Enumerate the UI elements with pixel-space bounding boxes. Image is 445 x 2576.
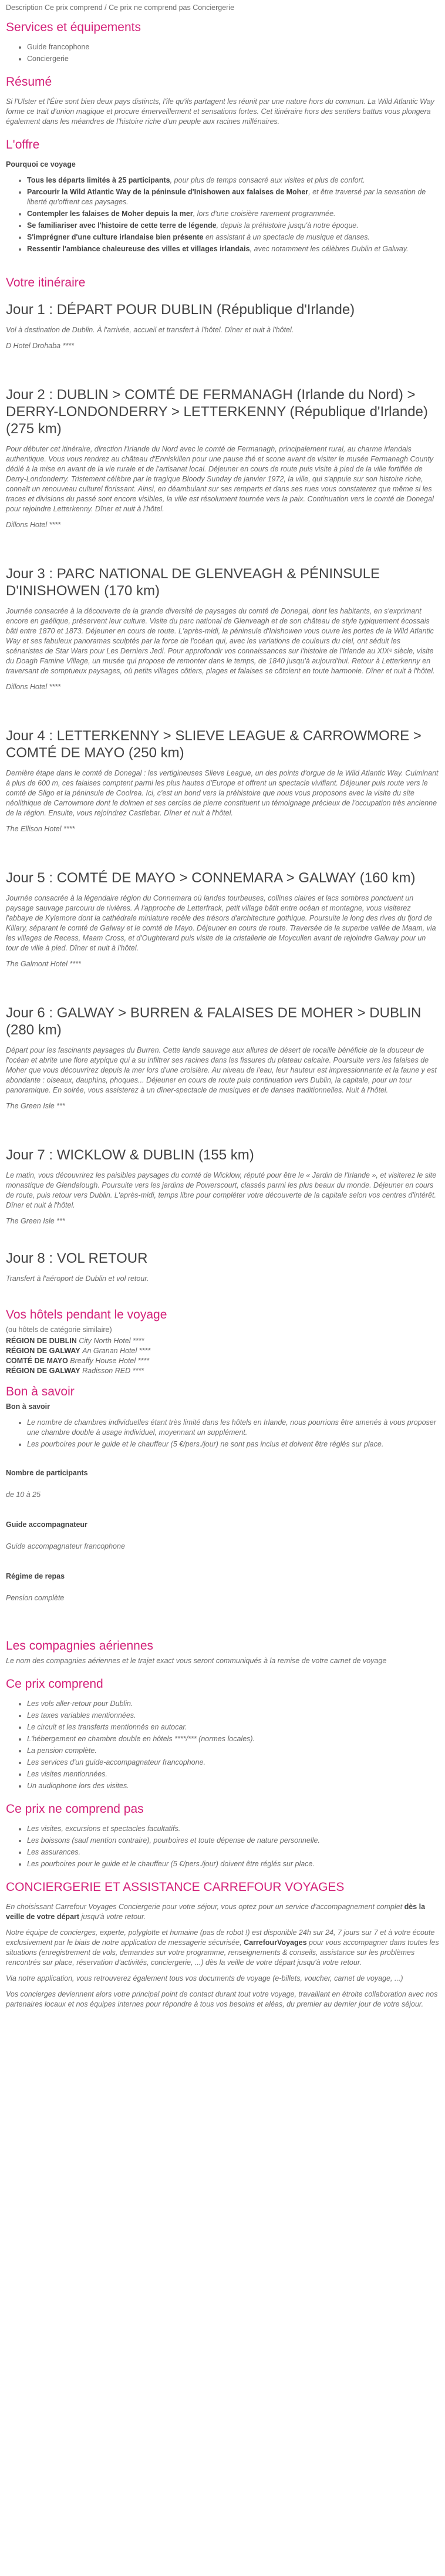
day-text: Transfert à l'aéroport de Dublin et vol retour. (6, 1274, 149, 1283)
list-item: • Les visites, excursions et spectacles facultatifs. (27, 1824, 439, 1834)
airlines-title: Les compagnies aériennes (6, 1639, 153, 1653)
itinerary-title: Votre itinéraire (6, 276, 86, 289)
list-item: • Ressentir l'ambiance chaleureuse des villes et villages irlandais, avec notamment les célèbres Dublin et Galway. (27, 244, 439, 254)
list-item: • Les services d'un guide-accompagnateur francophone. (27, 1758, 439, 1768)
list-item: • Les visites mentionnées. (27, 1769, 439, 1779)
day-title: Jour 8 : VOL RETOUR (6, 1250, 148, 1266)
hotel-row: RÉGION DE DUBLIN City North Hotel **** (6, 1337, 144, 1345)
comprend-list (6, 1699, 439, 1791)
day-2 (6, 386, 439, 530)
offre-subtitle: Pourquoi ce voyage (6, 160, 76, 168)
services-title: Services et équipements (6, 21, 141, 34)
conciergerie-p3: Via notre application, vous retrouverez également tous vos documents de voyage (e-billets, voucher, carnet de voyage, ...) (6, 1974, 403, 1982)
page (0, 2, 445, 2009)
list-item: • Contempler les falaises de Moher depuis la mer, lors d'une croisière rarement programmée. (27, 209, 439, 219)
offre-list (6, 176, 439, 254)
day-text: Vol à destination de Dublin. À l'arrivée, accueil et transfert à l'hôtel. Dîner et nuit à l'hôtel. (6, 326, 294, 334)
day-5 (6, 869, 439, 969)
day-7 (6, 1147, 439, 1226)
day-title: Jour 7 : WICKLOW & DUBLIN (155 km) (6, 1147, 254, 1163)
list-item: • Conciergerie (27, 54, 439, 64)
list-item: • S'imprégner d'une culture irlandaise bien présente en assistant à un spectacle de musique et danses. (27, 232, 439, 242)
day-title: Jour 2 : DUBLIN > COMTÉ DE FERMANAGH (Irlande du Nord) > DERRY-LONDONDERRY > LETTERKENNY (République d'Irlande) (275 km) (6, 387, 428, 437)
bon-a-savoir-subtitle: Bon à savoir (6, 1402, 50, 1411)
conciergerie-p1: En choisissant Carrefour Voyages Conciergerie pour votre séjour, vous optez pour un service d'accompagnement complet dès la veille de votre départ jusqu'à votre retour. (6, 1903, 426, 1921)
ne-comprend-pas-title: Ce prix ne comprend pas (6, 1802, 144, 1816)
participants-value: de 10 à 25 (6, 1491, 41, 1499)
list-item: • Les pourboires pour le guide et le chauffeur (5 €/pers./jour) ne sont pas inclus et doivent être réglés sur place. (27, 1439, 439, 1449)
hotels-list (6, 1336, 439, 1376)
list-item: • L'hébergement en chambre double en hôtels ****/*** (normes locales). (27, 1734, 439, 1744)
participants-label: Nombre de participants (6, 1469, 88, 1477)
list-item: • Un audiophone lors des visites. (27, 1781, 439, 1791)
bon-a-savoir-title: Bon à savoir (6, 1385, 75, 1398)
list-item: • Parcourir la Wild Atlantic Way de la péninsule d'Inishowen aux falaises de Moher, et être traversé par la sensation de liberté qu'offrent ces paysages. (27, 187, 439, 207)
day-text: Dernière étape dans le comté de Donegal : les vertigineuses Slieve League, un des points d'orgue de la Wild Atlantic Way. Culminant à plus de 600 m, ces falaises comptent parmi les plus hautes d'Europe et offrent un spectacle vivifiant. Déjeuner puis route vers le comté de Sligo et la péninsule de Coolrea. Ici, c'est un bond vers la préhistoire que nous vous proposons avec la visite du site néolithique de Carrowmore dont le dolmen et ses cercles de pierre constituent un témoignage précieux de l'occupation très ancienne de la région. Ensuite, vous rejoindrez Castlebar. Dîner et nuit à l'hôtel. (6, 769, 439, 817)
hotel-row: COMTÉ DE MAYO Breaffy House Hotel **** (6, 1357, 150, 1365)
guide-value: Guide accompagnateur francophone (6, 1542, 125, 1550)
conciergerie-p2: Notre équipe de concierges, experte, polyglotte et humaine (pas de robot !) est disponible 24h sur 24, 7 jours sur 7 et à votre écoute exclusivement par le biais de notre application de messagerie sécurisée, CarrefourVoyages pour vous accompagner dans toutes les situations (enregistrement de vols, demandes sur votre programme, renseignements & conseils, assistance sur les problèmes rencontrés sur place, réservation d'activités, conciergerie, ...) dès la veille de votre départ jusqu'à votre retour. (6, 1928, 439, 1967)
resume-text: Si l'Ulster et l'Éire sont bien deux pays distincts, l'île qu'ils partagent les réunit par une nature hors du commun. La Wild Atlantic Way forme ce trait d'union magique et procure émerveillement et sensations fortes. Cet itinéraire hors des sentiers battus vous plongera également dans les méandres de l'histoire riche d'un peuple aux racines millénaires. (6, 97, 434, 126)
bon-a-savoir-list (6, 1418, 439, 1449)
day-3 (6, 565, 439, 692)
list-item: • Les pourboires pour le guide et le chauffeur (5 €/pers./jour) doivent être réglés sur place. (27, 1859, 439, 1869)
ne-comprend-pas-list (6, 1824, 439, 1869)
day-text: Journée consacrée à la découverte de la grande diversité de paysages du comté de Donegal, dont les habitants, en s'exprimant encore en gaélique, préservent leur culture. Visite du parc national de Glenveagh et de son château de style typiquement écossais bâti entre 1870 et 1873. Déjeuner en cours de route. L'après-midi, la péninsule d'Inishowen vous ouvre les portes de la Wild Atlantic Way et ses fabuleux panoramas sculptés par la force de l'océan qui, avec les variations de couleurs du ciel, ont séduit les scénaristes de Star Wars pour Les Derniers Jedi. Pour approfondir vos connaissances sur l'histoire de l'Irlande au XIXᵉ siècle, visite du Doagh Famine Village, un musée qui propose de remonter dans le temps, de 1840 jusqu'à aujourd'hui. Retour à Letterkenny en traversant de somptueux paysages, où petits villages côtiers, plages et falaises se côtoient en toute harmonie. Dîner et nuit à l'hôtel. (6, 607, 435, 675)
guide-label: Guide accompagnateur (6, 1520, 87, 1529)
day-title: Jour 6 : GALWAY > BURREN & FALAISES DE MOHER > DUBLIN (280 km) (6, 1005, 422, 1038)
list-item: • Guide francophone (27, 42, 439, 52)
regime-value: Pension complète (6, 1594, 65, 1602)
day-8 (6, 1250, 439, 1284)
day-hotel: D Hotel Drohaba **** (6, 342, 75, 350)
day-text: Le matin, vous découvrirez les paisibles paysages du comté de Wicklow, réputé pour être le « Jardin de l'Irlande », et visiterez le site monastique de Glendalough. Poursuite vers les jardins de Powerscourt, classés parmi les plus beaux du monde. Déjeuner en cours de route, puis retour vers Dublin. L'après-midi, temps libre pour compléter votre découverte de la capitale selon vos centres d'intérêt. Dîner et nuit à l'hôtel. (6, 1171, 437, 1209)
hotels-title: Vos hôtels pendant le voyage (6, 1308, 167, 1321)
day-hotel: Dillons Hotel **** (6, 683, 61, 691)
comprend-title: Ce prix comprend (6, 1677, 103, 1691)
airlines-text: Le nom des compagnies aériennes et le trajet exact vous seront communiqués à la remise de votre carnet de voyage (6, 1657, 387, 1665)
conciergerie-title: CONCIERGERIE ET ASSISTANCE CARREFOUR VOYAGES (6, 1880, 345, 1894)
day-hotel: The Galmont Hotel **** (6, 960, 81, 968)
day-hotel: The Ellison Hotel **** (6, 825, 75, 833)
day-title: Jour 4 : LETTERKENNY > SLIEVE LEAGUE & CARROWMORE > COMTÉ DE MAYO (250 km) (6, 728, 422, 761)
list-item: • Les boissons (sauf mention contraire), pourboires et toute dépense de nature personnelle. (27, 1836, 439, 1846)
top-line: Description Ce prix comprend / Ce prix ne comprend pas Conciergerie (6, 4, 235, 12)
day-hotel: The Green Isle *** (6, 1102, 65, 1110)
resume-title: Résumé (6, 75, 52, 89)
list-item: • Tous les départs limités à 25 participants, pour plus de temps consacré aux visites et plus de confort. (27, 176, 439, 186)
day-1 (6, 301, 439, 351)
day-text: Départ pour les fascinants paysages du Burren. Cette lande sauvage aux allures de désert de rocaille bénéficie de la douceur de l'océan et abrite une flore atypique qui a su infiltrer ses racines dans les fissures du plateau calcaire. Poursuite vers les falaises de Moher que vous découvrirez depuis la mer lors d'une croisière. Au niveau de l'eau, leur hauteur est impressionnante et la faune y est abondante : oiseaux, dauphins, phoques... Déjeuner en cours de route puis continuation vers Dublin, la capitale, pour un tour panoramique. En soirée, vous assisterez à un dîner-spectacle de musiques et de danses traditionnelles. Nuit à l'hôtel. (6, 1046, 437, 1094)
list-item: • Le circuit et les transferts mentionnés en autocar. (27, 1722, 439, 1732)
day-hotel: Dillons Hotel **** (6, 521, 61, 529)
hotels-note: (ou hôtels de catégorie similaire) (6, 1326, 112, 1334)
offre-title: L'offre (6, 138, 40, 151)
day-hotel: The Green Isle *** (6, 1217, 65, 1225)
day-title: Jour 1 : DÉPART POUR DUBLIN (République d'Irlande) (6, 302, 355, 318)
hotel-row: RÉGION DE GALWAY An Granan Hotel **** (6, 1347, 151, 1355)
day-text: Journée consacrée à la légendaire région du Connemara où landes tourbeuses, collines claires et lacs sombres ponctuent un paysage sauvage parcouru de rivières. À l'approche de Letterfrack, petit village bâtit entre océan et montagne, vous visiterez l'abbaye de Kylemore dont la cathédrale miniature recèle des trésors d'architecture gothique. Poursuite le long des rives du fjord de Killary, séparant le comté de Galway et le comté de Mayo. Déjeuner en cours de route. Traversée de la superbe vallée de Maam, via les villages de Recess, Maam Cross, et d'Oughterard puis visite de la cristallerie de Moycullen avant de rejoindre Galway pour un tour de ville à pied. Dîner et nuit à l'hôtel. (6, 894, 436, 952)
services-list (6, 42, 439, 64)
day-4 (6, 727, 439, 834)
day-text: Pour débuter cet itinéraire, direction l'Irlande du Nord avec le comté de Fermanagh, principalement rural, au charme irlandais authentique. Vous vous rendrez au château d'Enniskillen pour une pause thé et scone avant de visiter le musée Fermanagh County dédié à la mise en avant de la vie rurale et de l'artisanat local. Déjeuner en cours de route puis visite à pied de la ville fortifiée de Derry-Londonderry. Tristement célèbre par le tragique Bloody Sunday de janvier 1972, la ville, qui s'appuie sur son histoire riche, connaît un renouveau culturel florissant. Ainsi, en déambulant sur ses remparts et dans ses rues vous constaterez que même si les traces et divisions du passé sont encore visibles, la ville est résolument tournée vers la paix. Continuation vers le comté de Donegal pour rejoindre Letterkenny. Dîner et nuit à l'hôtel. (6, 445, 434, 513)
day-6 (6, 1004, 439, 1111)
day-title: Jour 3 : PARC NATIONAL DE GLENVEAGH & PÉNINSULE D'INISHOWEN (170 km) (6, 566, 380, 599)
list-item: • Les vols aller-retour pour Dublin. (27, 1699, 439, 1709)
regime-label: Régime de repas (6, 1572, 65, 1580)
list-item: • La pension complète. (27, 1746, 439, 1756)
day-title: Jour 5 : COMTÉ DE MAYO > CONNEMARA > GALWAY (160 km) (6, 870, 416, 886)
list-item: • Le nombre de chambres individuelles étant très limité dans les hôtels en Irlande, nous pourrions être amenés à vous proposer une chambre double à usage individuel, moyennant un supplément. (27, 1418, 439, 1438)
hotel-row: RÉGION DE GALWAY Radisson RED **** (6, 1367, 144, 1375)
list-item: • Les assurances. (27, 1847, 439, 1857)
list-item: • Les taxes variables mentionnées. (27, 1711, 439, 1721)
list-item: • Se familiariser avec l'histoire de cette terre de légende, depuis la préhistoire jusqu'à notre époque. (27, 221, 439, 231)
conciergerie-p4: Vos concierges deviennent alors votre principal point de contact durant tout votre voyage, travaillant en étroite collaboration avec nos partenaires locaux et nos équipes internes pour répondre à tous vos besoins et aléas, du premier au dernier jour de votre séjour. (6, 1990, 438, 2008)
